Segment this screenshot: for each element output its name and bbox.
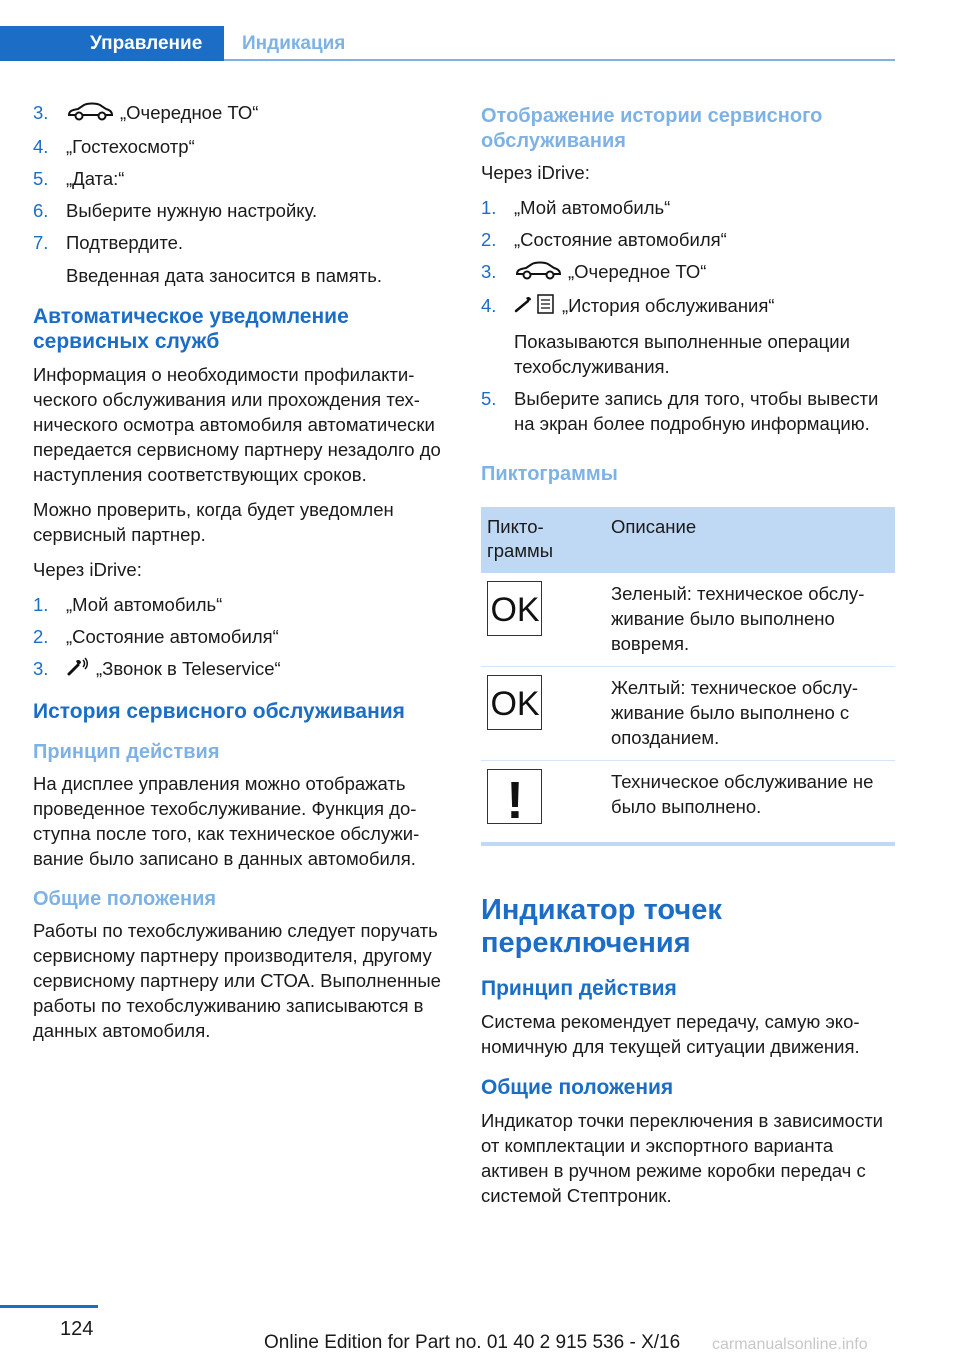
list-item: 3. „Очередное ТО“ bbox=[481, 259, 895, 286]
right-column bbox=[481, 100, 895, 1218]
table-header-pictogram: Пиктограммы bbox=[481, 507, 605, 573]
steps-list-teleservice bbox=[33, 592, 449, 683]
pictogram-table bbox=[481, 507, 895, 834]
table-row bbox=[481, 761, 895, 835]
edition-note: Online Edition for Part no. 01 40 2 915 536 - X/16 bbox=[264, 1332, 681, 1353]
list-item: 2. „Состояние автомобиля“ bbox=[481, 229, 727, 250]
tab-display[interactable]: Индикация bbox=[242, 33, 346, 54]
list-item: 7. Подтвердите. Введенная дата заносится в память. bbox=[33, 232, 382, 287]
heading-principle: Принцип действия bbox=[33, 741, 220, 764]
table-row bbox=[481, 667, 895, 761]
heading-show-history: Отображение истории сервисного обслуживания bbox=[481, 105, 823, 152]
paragraph: Можно проверить, когда будет уведомлен сервисный партнер. bbox=[33, 499, 394, 546]
table-cell-description: Зеленый: техническое обслуживание было выполнено вовремя. bbox=[605, 573, 895, 667]
svg-text:!: ! bbox=[505, 771, 524, 822]
watermark: carmanualsonline.info bbox=[712, 1336, 868, 1353]
wrench-signal-icon bbox=[66, 657, 90, 683]
heading-pictograms: Пиктограммы bbox=[481, 463, 618, 486]
heading-auto-notification: Автоматическое уведомление сервисных служб bbox=[33, 305, 349, 354]
table-cell-description: Желтый: техническое обслуживание было выполнено с опозданием. bbox=[605, 667, 895, 761]
paragraph: На дисплее управления можно отображать проведенное техобслуживание. Функция доступна после того, как техническое обслуживание было записано в данных автомобиля. bbox=[33, 773, 420, 870]
car-icon bbox=[66, 101, 114, 127]
paragraph: Индикатор точки переключения в зависимости от комплектации и экспортного варианта активен в ручном режиме коробки передач с системой Стептроник. bbox=[481, 1110, 883, 1207]
paragraph: Система рекомендует передачу, самую экономичную для текущей ситуации движения. bbox=[481, 1011, 860, 1058]
footer-rule bbox=[0, 1305, 98, 1308]
table-bottom-rule bbox=[481, 842, 895, 846]
heading-principle: Принцип действия bbox=[481, 977, 677, 1001]
svg-text:OK: OK bbox=[489, 685, 540, 720]
list-item: 6. Выберите нужную настройку. bbox=[33, 200, 318, 222]
header-rule bbox=[224, 59, 895, 61]
list-item: 5. Выберите запись для того, чтобы вывести на экран более подробную информацию. bbox=[481, 388, 879, 435]
paragraph: Через iDrive: bbox=[481, 162, 590, 183]
list-item: 1. „Мой автомобиль“ bbox=[33, 594, 223, 616]
heading-general: Общие положения bbox=[33, 888, 217, 911]
left-column bbox=[33, 100, 449, 1053]
page-header bbox=[0, 0, 960, 62]
car-icon bbox=[514, 260, 562, 286]
list-item: 3. „Очередное ТО“ bbox=[33, 100, 449, 127]
heading-shift-indicator: Индикатор точек переключения bbox=[481, 894, 722, 960]
heading-service-history: История сервисного обслуживания bbox=[33, 700, 405, 724]
table-cell-description: Техническое обслуживание не было выполнено. bbox=[611, 771, 874, 818]
list-item: 1. „Мой автомобиль“ bbox=[481, 197, 671, 218]
history-list-icon bbox=[514, 293, 556, 321]
paragraph: Через iDrive: bbox=[33, 559, 142, 581]
list-item: 4. „История обслуживания“ Показываются выполненные операции техобслуживания. bbox=[481, 295, 850, 378]
list-item: 4. „Гостехосмотр“ bbox=[33, 136, 195, 158]
page-number: 124 bbox=[60, 1318, 94, 1340]
list-item: 3. „Звонок в Teleservice“ bbox=[33, 656, 449, 683]
exclamation-icon bbox=[487, 769, 542, 824]
table-header-description: Описание bbox=[605, 507, 895, 573]
list-item: 2. „Состояние автомобиля“ bbox=[33, 626, 279, 648]
tab-control[interactable]: Управление bbox=[0, 26, 224, 61]
steps-list-history bbox=[481, 195, 895, 436]
ok-yellow-icon bbox=[487, 675, 542, 730]
steps-list-date bbox=[33, 100, 449, 288]
ok-green-icon bbox=[487, 581, 542, 636]
paragraph: Работы по техобслуживанию следует поручать сервисному партнеру производителя, другому сервисному партнеру или СТОА. Выполненные работы по техобслуживанию записываются в данных автомобиля. bbox=[33, 920, 441, 1042]
paragraph: Информация о необходимости профилактического обслуживания или прохождения технического осмотра автомобиля автоматически передается сервисному партнеру незадолго до наступления соответствующих сроков. bbox=[33, 364, 441, 486]
heading-general: Общие положения bbox=[481, 1076, 674, 1100]
svg-text:OK: OK bbox=[489, 591, 540, 626]
list-item: 5. „Дата:“ bbox=[33, 168, 125, 190]
table-header-row bbox=[481, 507, 895, 573]
table-row bbox=[481, 573, 895, 667]
